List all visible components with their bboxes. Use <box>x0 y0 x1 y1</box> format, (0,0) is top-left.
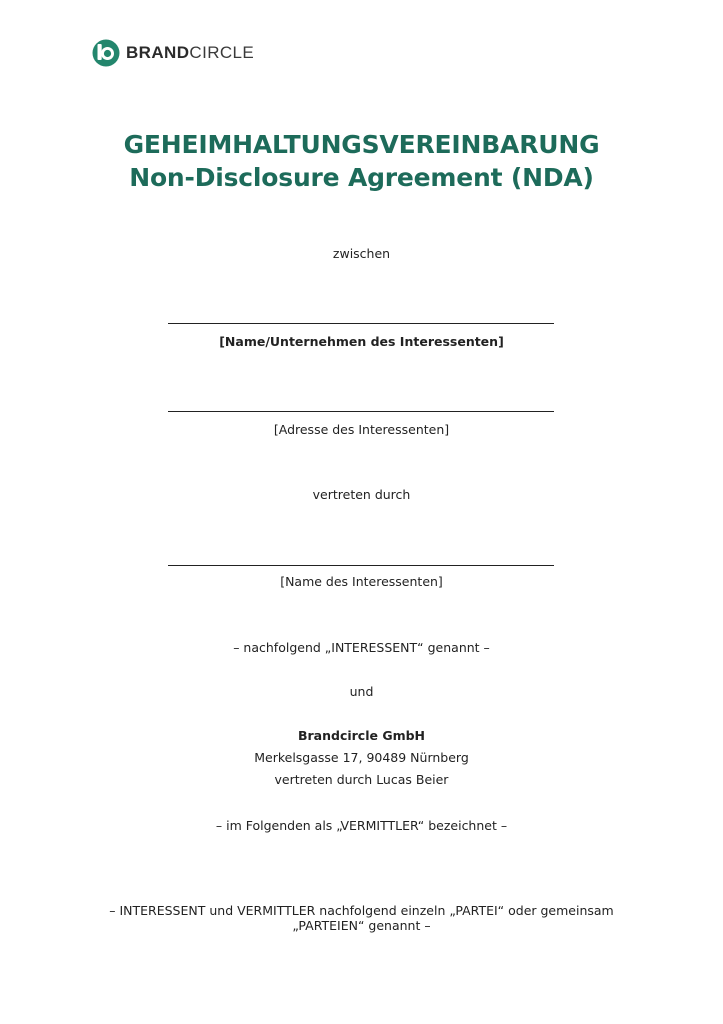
brand-wordmark-bold: BRAND <box>126 43 190 62</box>
brandcircle-logo-icon <box>91 38 121 68</box>
vermittler-designation: – im Folgenden als „VERMITTLER“ bezeichnet – <box>215 818 508 833</box>
company-address: Merkelsgasse 17, 90489 Nürnberg <box>254 750 469 765</box>
title-line-english: Non-Disclosure Agreement (NDA) <box>129 163 594 192</box>
brand-wordmark-rest: CIRCLE <box>189 43 255 62</box>
represented-by-text: vertreten durch <box>312 487 411 502</box>
interessent-designation: – nachfolgend „INTERESSENT“ genannt – <box>233 640 490 655</box>
party-name-signature-line <box>168 323 554 324</box>
party-address-signature-line <box>168 411 554 412</box>
between-text: zwischen <box>332 246 391 261</box>
parties-definition-line-1: – INTERESSENT und VERMITTLER nachfolgend einzeln „PARTEI“ oder gemeinsam <box>109 903 614 918</box>
and-text: und <box>349 684 374 699</box>
document-title <box>0 128 723 194</box>
company-name: Brandcircle GmbH <box>297 728 426 743</box>
representative-label: [Name des Interessenten] <box>280 574 443 589</box>
brand-logo <box>91 38 254 68</box>
parties-definition-line-2: „PARTEIEN“ genannt – <box>292 918 431 933</box>
party-name-label: [Name/Unternehmen des Interessenten] <box>219 334 504 349</box>
company-representative: vertreten durch Lucas Beier <box>274 772 449 787</box>
title-line-german: GEHEIMHALTUNGSVEREINBARUNG <box>123 130 600 159</box>
party-address-label: [Adresse des Interessenten] <box>273 422 450 437</box>
brand-wordmark <box>126 43 254 63</box>
representative-signature-line <box>168 565 554 566</box>
